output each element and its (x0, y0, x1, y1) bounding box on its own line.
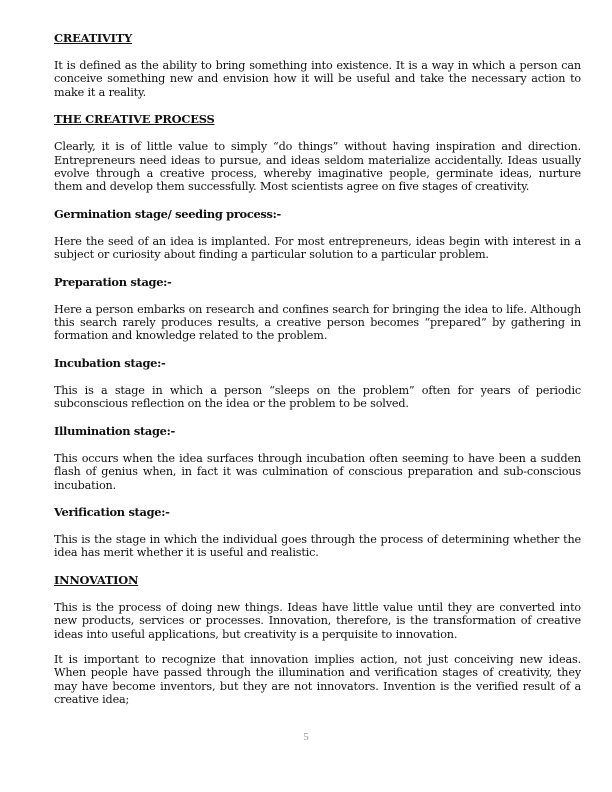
paragraph-preparation-stage: Here a person embarks on research and confines search for bringing the idea to life. Although this search rarely produces results, a creative person becomes “prepared” by gathering in formation and knowledge related to the problem. (54, 302, 581, 343)
paragraph-verification-stage: This is the stage in which the individual goes through the process of determining whether the idea has merit whether it is useful and realistic. (54, 532, 581, 560)
heading-incubation-stage: Incubation stage:- (54, 355, 166, 370)
paragraph-creative-process: Clearly, it is of little value to simply “do things” without having inspiration and direction. Entrepreneurs need ideas to pursue, and ideas seldom materialize accidentally. Ideas usually evolve through a creative process, whereby imaginative people, germinate ideas, nurture them and develop them successfully. Most scientists agree on five stages of creativity. (54, 140, 581, 194)
paragraph-creativity: It is defined as the ability to bring something into existence. It is a way in which a person can conceive something new and envision how it will be useful and take the necessary action to make it a reality. (54, 59, 581, 99)
paragraph-innovation-2: It is important to recognize that innovation implies action, not just conceiving new ideas. When people have passed through the illumination and verification stages of creativity, they may have become inventors, but they are not innovators. Invention is the verified result of a creative idea; (54, 652, 581, 707)
heading-preparation-stage: Preparation stage:- (54, 274, 172, 289)
heading-creativity: CREATIVITY (54, 31, 133, 45)
heading-verification-stage: Verification stage:- (54, 504, 170, 519)
page-number: 5 (303, 731, 309, 743)
paragraph-illumination-stage: This occurs when the idea surfaces through incubation often seeming to have been a sudden flash of genius when, in fact it was culmination of conscious preparation and sub-conscious incubation. (54, 451, 581, 492)
heading-germination-stage: Germination stage/ seeding process:- (54, 206, 281, 221)
paragraph-innovation: This is the process of doing new things. Ideas have little value until they are converted into new products, services or processes. Innovation, therefore, is the transformation of creative ideas into useful applications, but creativity is a perquisite to innovation. (54, 600, 581, 641)
heading-innovation: INNOVATION (54, 572, 139, 587)
heading-illumination-stage: Illumination stage:- (54, 423, 175, 438)
paragraph-germination-stage: Here the seed of an idea is implanted. For most entrepreneurs, ideas begin with interest in a subject or curiosity about finding a particular solution to a particular problem. (54, 234, 581, 262)
document-page (54, 30, 581, 707)
heading-creative-process: THE CREATIVE PROCESS (54, 112, 215, 127)
paragraph-incubation-stage: This is a stage in which a person “sleeps on the problem” often for years of periodic subconscious reflection on the idea or the problem to be solved. (54, 383, 581, 411)
